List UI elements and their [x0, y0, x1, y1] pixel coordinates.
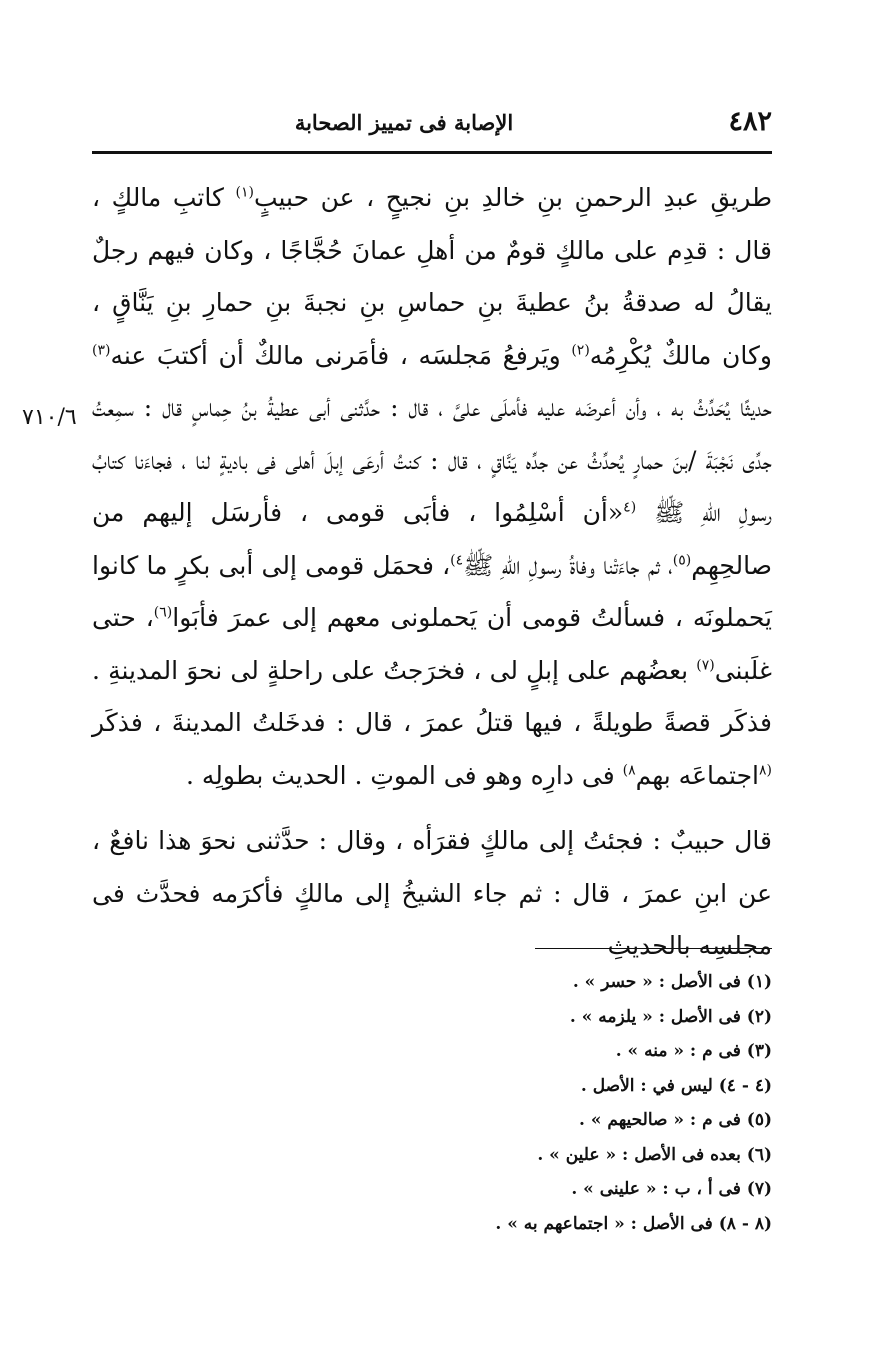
- footnote-ref: (٢): [571, 342, 590, 359]
- footnote-ref: (٣): [92, 342, 111, 359]
- footnote-ref: (٨: [759, 762, 772, 779]
- footnote-ref: ٤): [450, 552, 464, 569]
- footnote-ref: (١): [235, 184, 254, 201]
- footnote: (٢) فى الأصل : « يلزمه » .: [569, 1006, 772, 1027]
- margin-reference: ٧١٠/٦: [22, 405, 77, 430]
- footnotes: [92, 965, 772, 1241]
- page-number: ٤٨٢: [728, 106, 772, 137]
- page-header: [92, 104, 772, 148]
- paragraph: طريقِ عبدِ الرحمنِ بنِ خالدِ بنِ نجيحٍ ، عن حبيبٍ$^{(١)}$ كاتبِ مالكٍ ، قال : قدِم على مالكٍ قومٌ من أهلِ عمانَ حُجَّاجًا ، وكان فيهم رجلٌ يقالُ له صدقةُ بنُ عطيةَ بنِ حماسِ بنِ نجبةَ بنِ حمارِ بنِ يَنَّاقٍ ، وكان مالكٌ يُكْرِمُه$^{(٢)}$ ويَرفعُ مَجلسَه ، فأمَرنى مالكٌ أن أكتبَ عنه$^{(٣)}$ حديثًا يُحَدِّثُ به ، وأن أعرضَه عليه فأملَى علىَّ ، قال : حدَّثنى أبى عطيةُ بنُ حِماسٍ قال : سمِعتُ جدِّى نَجْبَةَ /بنَ حمارٍ يُحدِّثُ عن جدِّه يَنَّاقٍ ، قال : كنتُ أرعَى إبلَ أهلى فى باديةٍ لنا ، فجاءَنا كتابُ رسولِ اللهِ ﷺ $^{(٤}$«أن أسْلِمُوا ، فأبَى قومى ، فأرسَل إليهم من صالحِهِم$^{(٥)}$، ثم جاءَتْنا وفاةُ رسولِ اللهِ ﷺ$^{٤)}$، فحمَل قومى إلى أبى بكرٍ ما كانوا يَحملونَه ، فسألتُ قومى أن يَحملونى معهم إلى عمرَ فأبَوا$^{(٦)}$، حتى غلَبنى$^{(٧)}$ بعضُهم على إبلٍ لى ، فخرَجتُ على راحلةٍ لى نحوَ المدينةِ . فذكَر قصةً طويلةً ، فيها قتلُ عمرَ ، قال : فدخَلتُ المدينةَ ، فذكَر $^{(٨}$اجتماعَه بهم$^{٨)}$ فى دارِه وهو فى الموتِ . الحديث بطولِه .: [92, 183, 772, 790]
- footnote-ref: (٦): [153, 604, 173, 621]
- body-text: [92, 172, 772, 973]
- header-rule: [92, 151, 772, 154]
- running-title: الإصابة فى تمييز الصحابة: [294, 110, 514, 135]
- footnote: (٣) فى م : « منه » .: [615, 1041, 772, 1061]
- footnote: (٦) بعده فى الأصل : « علين » .: [537, 1144, 772, 1165]
- footnote-rule: [535, 948, 772, 949]
- paragraph: قال حبيبٌ : فجئتُ إلى مالكٍ فقرَأه ، وقال : حدَّثنى نحوَ هذا نافعٌ ، عن ابنِ عمرَ ، قال : ثم جاء الشيخُ إلى مالكٍ فأكرَمه فحدَّث فى مجلسِه بالحديثِ: [92, 826, 772, 960]
- footnote: (٥) فى م : « صالحيهم » .: [579, 1110, 772, 1130]
- footnote: (١) فى الأصل : « حسر » .: [572, 972, 772, 992]
- footnote-ref: ٨): [622, 762, 636, 779]
- footnote: (٨ - ٨) فى الأصل : « اجتماعهم به » .: [495, 1213, 772, 1234]
- footnote: (٧) فى أ ، ب : « علينى » .: [571, 1179, 772, 1199]
- footnote-ref: (٧): [696, 657, 715, 674]
- footnote-ref: (٤: [623, 499, 637, 516]
- footnote-ref: (٥): [672, 552, 692, 569]
- footnote: (٤ - ٤) ليس في : الأصل .: [580, 1075, 772, 1096]
